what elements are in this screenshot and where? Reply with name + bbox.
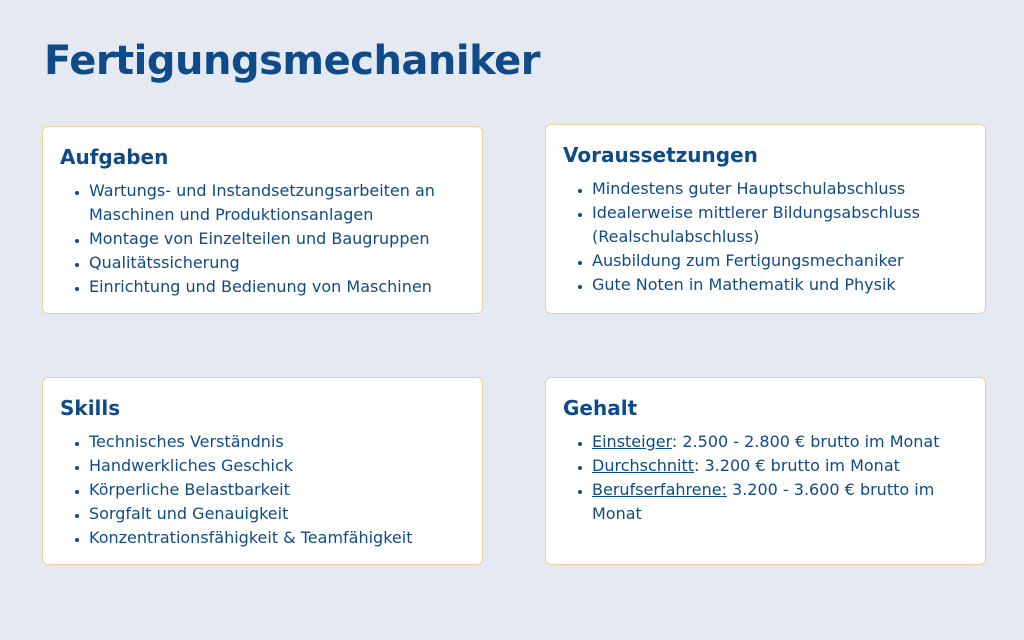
voraussetzungen-item: • Gute Noten in Mathematik und Physik	[592, 273, 969, 297]
aufgaben-item: • Einrichtung und Bedienung von Maschinen	[89, 275, 466, 299]
aufgaben-item: • Wartungs- und Instandsetzungsarbeiten an Maschinen und Produktionsanlagen	[89, 179, 466, 227]
skills-card	[42, 377, 483, 565]
aufgaben-item: • Montage von Einzelteilen und Baugruppen	[89, 227, 466, 251]
skills-item: • Technisches Verständnis	[89, 430, 466, 454]
skills-list	[60, 430, 466, 550]
aufgaben-heading: Aufgaben	[60, 145, 169, 169]
aufgaben-item: • Qualitätssicherung	[89, 251, 466, 275]
skills-item: • Konzentrationsfähigkeit & Teamfähigkeit	[89, 526, 466, 550]
aufgaben-list	[60, 179, 466, 299]
skills-item: • Handwerkliches Geschick	[89, 454, 466, 478]
gehalt-item	[592, 454, 969, 478]
skills-heading: Skills	[60, 396, 121, 420]
voraussetzungen-heading: Voraussetzungen	[563, 143, 758, 167]
skills-item: • Körperliche Belastbarkeit	[89, 478, 466, 502]
gehalt-card	[545, 377, 986, 565]
gehalt-term: Durchschnitt	[592, 456, 695, 475]
gehalt-item	[592, 478, 969, 526]
gehalt-item	[592, 430, 969, 454]
gehalt-term: Berufserfahrene:	[592, 480, 727, 499]
voraussetzungen-card	[545, 124, 986, 314]
gehalt-value: : 2.500 - 2.800 € brutto im Monat	[671, 432, 940, 451]
gehalt-term: Einsteiger	[592, 432, 672, 451]
gehalt-heading: Gehalt	[563, 396, 638, 420]
voraussetzungen-item: • Ausbildung zum Fertigungsmechaniker	[592, 249, 969, 273]
voraussetzungen-item: • Idealerweise mittlerer Bildungsabschluss (Realschulabschluss)	[592, 201, 969, 249]
gehalt-list	[563, 430, 969, 526]
skills-item: • Sorgfalt und Genauigkeit	[89, 502, 466, 526]
voraussetzungen-list	[563, 177, 969, 297]
page-title: Fertigungsmechaniker	[44, 38, 540, 84]
gehalt-value: 3.200 - 3.600 € brutto im Monat	[592, 480, 935, 523]
aufgaben-card	[42, 126, 483, 314]
gehalt-value: : 3.200 € brutto im Monat	[694, 456, 900, 475]
voraussetzungen-item: • Mindestens guter Hauptschulabschluss	[592, 177, 969, 201]
